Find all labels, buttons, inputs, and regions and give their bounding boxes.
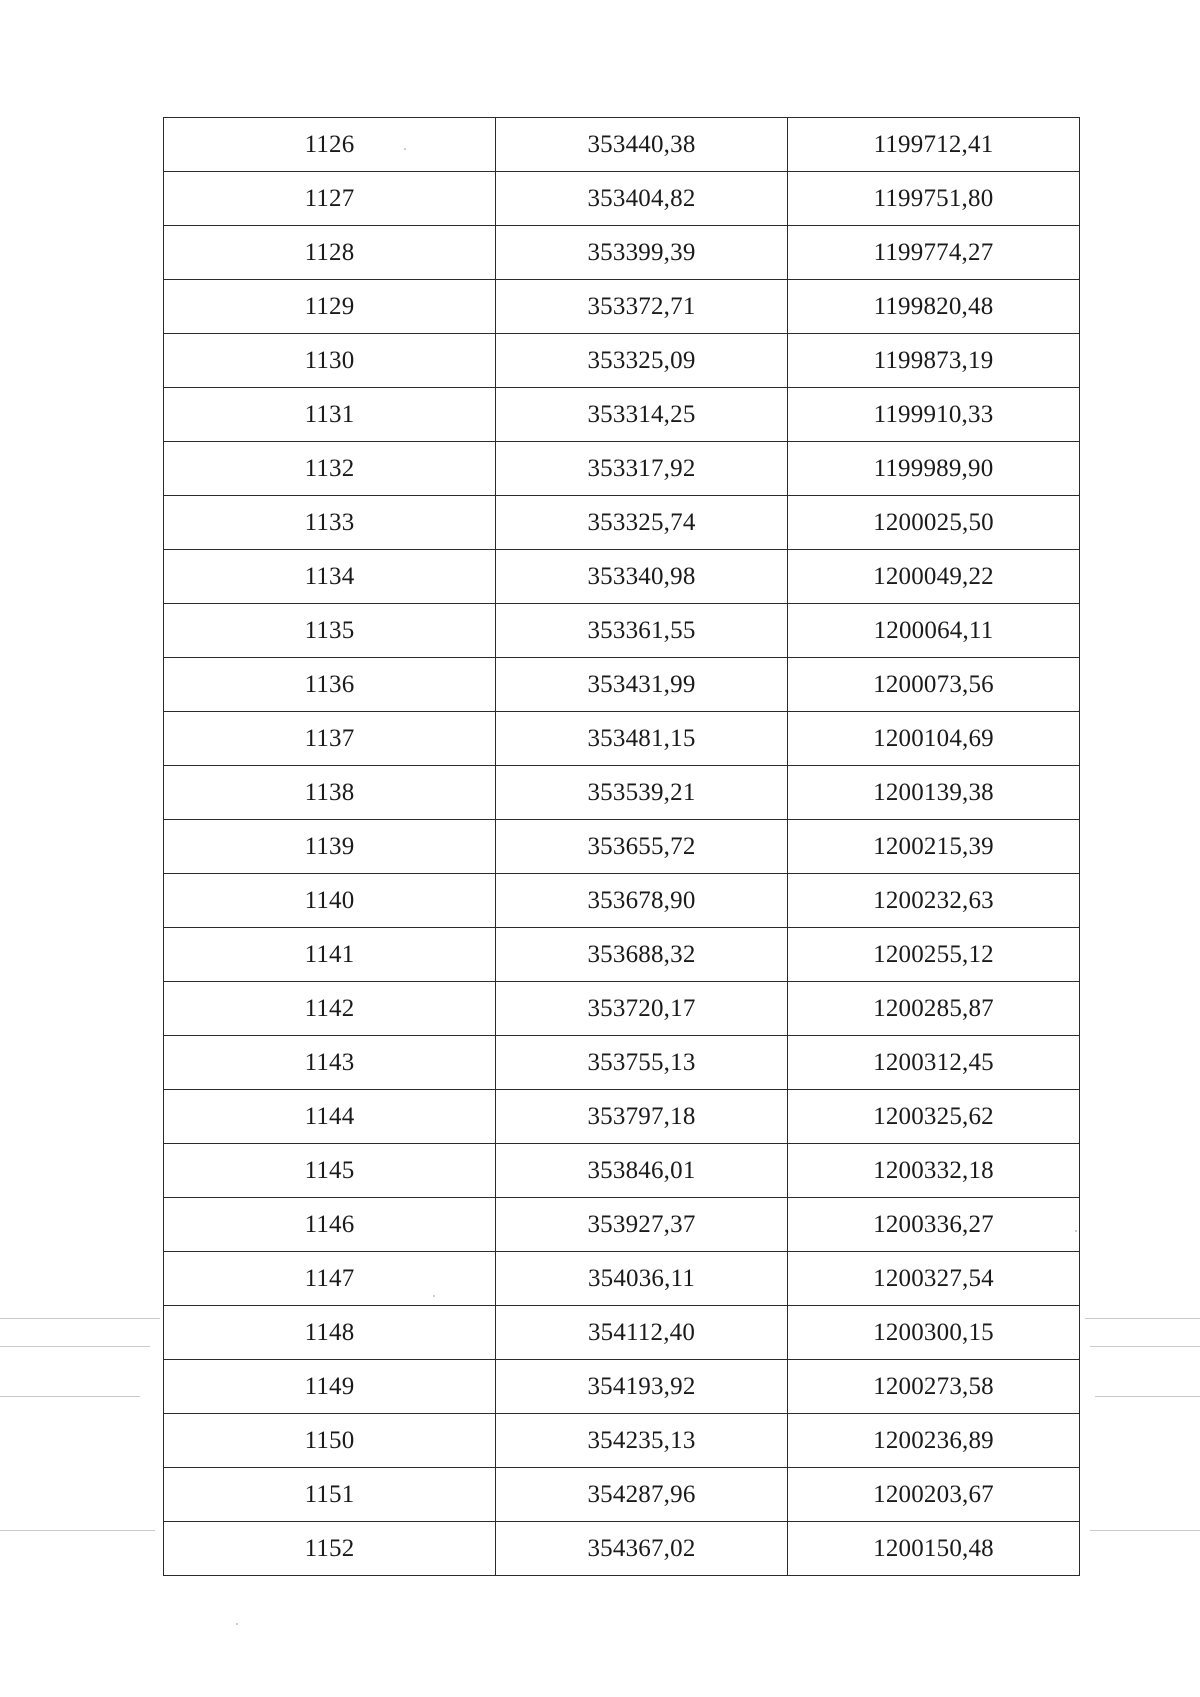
point-number-cell: 1134 <box>164 550 496 604</box>
table-row <box>164 982 1080 1036</box>
y-coordinate-cell: 1199989,90 <box>788 442 1080 496</box>
point-number-cell: 1147 <box>164 1252 496 1306</box>
point-number-cell: 1131 <box>164 388 496 442</box>
y-coordinate-cell: 1200203,67 <box>788 1468 1080 1522</box>
scan-speck <box>404 148 406 150</box>
x-coordinate-cell: 353720,17 <box>496 982 788 1036</box>
x-coordinate-cell: 354367,02 <box>496 1522 788 1576</box>
y-coordinate-cell: 1200064,11 <box>788 604 1080 658</box>
table-row <box>164 820 1080 874</box>
point-number-cell: 1130 <box>164 334 496 388</box>
y-coordinate-cell: 1200300,15 <box>788 1306 1080 1360</box>
y-coordinate-cell: 1199712,41 <box>788 118 1080 172</box>
point-number-cell: 1141 <box>164 928 496 982</box>
scan-artifact <box>0 1346 150 1347</box>
table-row <box>164 442 1080 496</box>
x-coordinate-cell: 353404,82 <box>496 172 788 226</box>
point-number-cell: 1135 <box>164 604 496 658</box>
point-number-cell: 1149 <box>164 1360 496 1414</box>
y-coordinate-cell: 1200025,50 <box>788 496 1080 550</box>
table-row <box>164 1144 1080 1198</box>
table-row <box>164 1414 1080 1468</box>
x-coordinate-cell: 354193,92 <box>496 1360 788 1414</box>
x-coordinate-cell: 353481,15 <box>496 712 788 766</box>
point-number-cell: 1140 <box>164 874 496 928</box>
x-coordinate-cell: 354036,11 <box>496 1252 788 1306</box>
x-coordinate-cell: 353372,71 <box>496 280 788 334</box>
table-row <box>164 334 1080 388</box>
y-coordinate-cell: 1199910,33 <box>788 388 1080 442</box>
point-number-cell: 1145 <box>164 1144 496 1198</box>
point-number-cell: 1138 <box>164 766 496 820</box>
scan-artifact <box>1090 1346 1200 1347</box>
x-coordinate-cell: 353431,99 <box>496 658 788 712</box>
table-row <box>164 1360 1080 1414</box>
point-number-cell: 1129 <box>164 280 496 334</box>
x-coordinate-cell: 353317,92 <box>496 442 788 496</box>
scan-speck <box>1075 1230 1077 1232</box>
y-coordinate-cell: 1200215,39 <box>788 820 1080 874</box>
y-coordinate-cell: 1200073,56 <box>788 658 1080 712</box>
x-coordinate-cell: 354235,13 <box>496 1414 788 1468</box>
point-number-cell: 1144 <box>164 1090 496 1144</box>
y-coordinate-cell: 1200327,54 <box>788 1252 1080 1306</box>
table-row <box>164 172 1080 226</box>
x-coordinate-cell: 353440,38 <box>496 118 788 172</box>
coordinates-table <box>163 117 1080 1576</box>
table-row <box>164 1468 1080 1522</box>
y-coordinate-cell: 1200150,48 <box>788 1522 1080 1576</box>
table-row <box>164 874 1080 928</box>
x-coordinate-cell: 353340,98 <box>496 550 788 604</box>
x-coordinate-cell: 353797,18 <box>496 1090 788 1144</box>
y-coordinate-cell: 1200049,22 <box>788 550 1080 604</box>
scan-artifact <box>1085 1318 1200 1319</box>
point-number-cell: 1142 <box>164 982 496 1036</box>
scan-artifact <box>1095 1396 1200 1397</box>
point-number-cell: 1152 <box>164 1522 496 1576</box>
y-coordinate-cell: 1200236,89 <box>788 1414 1080 1468</box>
table-row <box>164 496 1080 550</box>
y-coordinate-cell: 1200232,63 <box>788 874 1080 928</box>
point-number-cell: 1132 <box>164 442 496 496</box>
point-number-cell: 1143 <box>164 1036 496 1090</box>
y-coordinate-cell: 1200273,58 <box>788 1360 1080 1414</box>
y-coordinate-cell: 1200104,69 <box>788 712 1080 766</box>
table-row <box>164 118 1080 172</box>
y-coordinate-cell: 1199873,19 <box>788 334 1080 388</box>
table-row <box>164 658 1080 712</box>
x-coordinate-cell: 353755,13 <box>496 1036 788 1090</box>
coordinates-table-body <box>164 118 1080 1576</box>
x-coordinate-cell: 353678,90 <box>496 874 788 928</box>
point-number-cell: 1148 <box>164 1306 496 1360</box>
x-coordinate-cell: 353846,01 <box>496 1144 788 1198</box>
y-coordinate-cell: 1200332,18 <box>788 1144 1080 1198</box>
x-coordinate-cell: 353399,39 <box>496 226 788 280</box>
table-row <box>164 928 1080 982</box>
y-coordinate-cell: 1200336,27 <box>788 1198 1080 1252</box>
x-coordinate-cell: 353314,25 <box>496 388 788 442</box>
table-row <box>164 604 1080 658</box>
scan-speck <box>433 1295 435 1297</box>
scan-artifact <box>1090 1530 1200 1531</box>
point-number-cell: 1139 <box>164 820 496 874</box>
x-coordinate-cell: 353325,09 <box>496 334 788 388</box>
point-number-cell: 1133 <box>164 496 496 550</box>
table-row <box>164 1036 1080 1090</box>
y-coordinate-cell: 1200312,45 <box>788 1036 1080 1090</box>
table-row <box>164 1252 1080 1306</box>
point-number-cell: 1128 <box>164 226 496 280</box>
scan-speck <box>236 1623 238 1625</box>
y-coordinate-cell: 1199820,48 <box>788 280 1080 334</box>
scan-artifact <box>0 1318 160 1319</box>
table-row <box>164 1306 1080 1360</box>
y-coordinate-cell: 1199774,27 <box>788 226 1080 280</box>
table-row <box>164 1198 1080 1252</box>
scan-artifact <box>0 1396 140 1397</box>
point-number-cell: 1136 <box>164 658 496 712</box>
point-number-cell: 1150 <box>164 1414 496 1468</box>
y-coordinate-cell: 1200285,87 <box>788 982 1080 1036</box>
x-coordinate-cell: 353688,32 <box>496 928 788 982</box>
y-coordinate-cell: 1200255,12 <box>788 928 1080 982</box>
table-row <box>164 280 1080 334</box>
point-number-cell: 1151 <box>164 1468 496 1522</box>
point-number-cell: 1126 <box>164 118 496 172</box>
table-row <box>164 550 1080 604</box>
x-coordinate-cell: 353927,37 <box>496 1198 788 1252</box>
x-coordinate-cell: 353325,74 <box>496 496 788 550</box>
x-coordinate-cell: 354112,40 <box>496 1306 788 1360</box>
scan-artifact <box>0 1530 155 1531</box>
point-number-cell: 1137 <box>164 712 496 766</box>
table-row <box>164 712 1080 766</box>
table-row <box>164 1522 1080 1576</box>
x-coordinate-cell: 353655,72 <box>496 820 788 874</box>
point-number-cell: 1146 <box>164 1198 496 1252</box>
table-row <box>164 388 1080 442</box>
y-coordinate-cell: 1199751,80 <box>788 172 1080 226</box>
table-row <box>164 226 1080 280</box>
point-number-cell: 1127 <box>164 172 496 226</box>
table-row <box>164 766 1080 820</box>
y-coordinate-cell: 1200325,62 <box>788 1090 1080 1144</box>
x-coordinate-cell: 353539,21 <box>496 766 788 820</box>
y-coordinate-cell: 1200139,38 <box>788 766 1080 820</box>
x-coordinate-cell: 354287,96 <box>496 1468 788 1522</box>
x-coordinate-cell: 353361,55 <box>496 604 788 658</box>
table-row <box>164 1090 1080 1144</box>
